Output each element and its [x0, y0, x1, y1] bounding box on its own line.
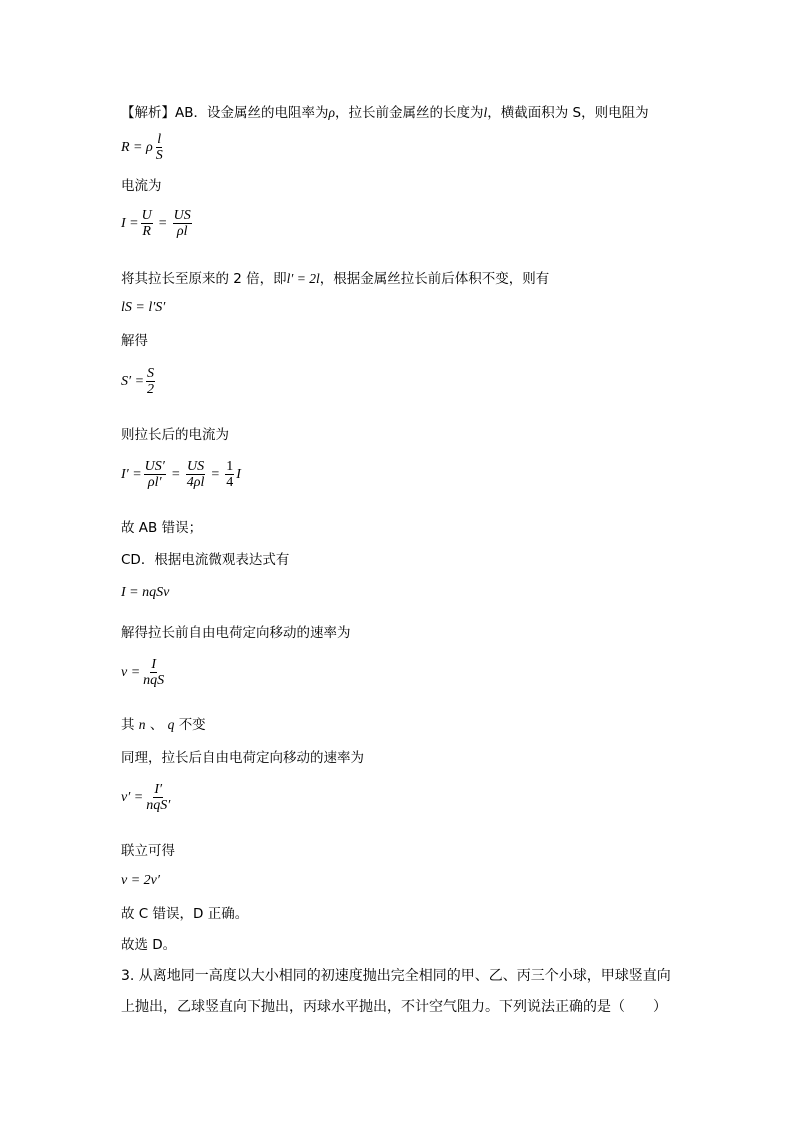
stretched-velocity-equation	[121, 782, 173, 813]
equals-sign: =	[211, 466, 220, 482]
separator: 、	[149, 717, 164, 733]
question-3-line-2: 上抛出，乙球竖直向下抛出，丙球水平抛出，不计空气阻力。下列说法正确的是（ ）	[121, 999, 667, 1015]
fraction	[173, 208, 192, 239]
constant-line	[121, 716, 206, 734]
text-segment: ，横截面积为 S，则电阻为	[487, 105, 649, 121]
numerator: US	[173, 208, 191, 223]
eq-lhs: v =	[121, 664, 141, 680]
numerator: U	[141, 208, 152, 223]
denominator: S	[155, 148, 163, 163]
numerator: 1	[226, 459, 234, 474]
numerator: US′	[144, 459, 165, 474]
numerator: I	[151, 657, 156, 672]
analysis-intro-line	[121, 104, 649, 122]
fraction	[141, 208, 153, 239]
text-line: 故 AB 错误；	[121, 520, 203, 536]
denominator: ρl	[176, 224, 188, 239]
text-line: 解得拉长前自由电荷定向移动的速率为	[121, 625, 351, 641]
fraction	[144, 459, 166, 490]
text-segment: ，根据金属丝拉长前后体积不变，则有	[319, 271, 550, 287]
micro-current-equation: I = nqSv	[121, 585, 170, 600]
text-line: 同理，拉长后自由电荷定向移动的速率为	[121, 750, 364, 766]
eq-lhs: S′ =	[121, 373, 145, 389]
velocity-relation-equation: v = 2v′	[121, 873, 160, 888]
denominator: 4ρl	[186, 475, 205, 490]
equals-sign: =	[158, 215, 167, 231]
eq-lhs: R = ρ	[121, 139, 153, 155]
denominator: ρl′	[147, 475, 162, 490]
question-3-line-1: 3. 从离地同一高度以大小相同的初速度抛出完全相同的甲、乙、丙三个小球，甲球竖直向	[121, 968, 671, 984]
area-equation	[121, 366, 157, 397]
eq-lhs: v′ =	[121, 789, 144, 805]
fraction	[142, 657, 165, 688]
text-line: 解得	[121, 333, 148, 349]
eq-tail: I	[236, 466, 241, 482]
numerator: US	[187, 459, 205, 474]
denominator: 4	[226, 475, 234, 490]
numerator: S	[147, 366, 155, 381]
fraction	[225, 459, 234, 490]
denominator: 2	[147, 382, 155, 397]
eq-lhs: I =	[121, 215, 139, 231]
volume-equation: lS = l′S′	[121, 300, 166, 315]
text-line: 故 C 错误，D 正确。	[121, 906, 249, 922]
n-symbol: n	[138, 717, 146, 732]
text-segment: 将其拉长至原来的 2 倍，即	[121, 271, 287, 287]
q-symbol: q	[167, 717, 175, 732]
text-line: 电流为	[121, 178, 162, 194]
eq-lhs: I′ =	[121, 466, 142, 482]
length-symbol: l	[483, 105, 488, 120]
current-equation	[121, 208, 194, 239]
text-line: 联立可得	[121, 843, 175, 859]
velocity-equation	[121, 657, 167, 688]
equals-sign: =	[171, 466, 180, 482]
text-line: 则拉长后的电流为	[121, 427, 229, 443]
text-segment: 不变	[178, 717, 206, 733]
text-segment: 【解析】AB．设金属丝的电阻率为	[121, 105, 329, 121]
numerator: l	[157, 132, 162, 147]
fraction	[145, 782, 171, 813]
inline-math: l′ = 2l	[286, 271, 320, 286]
text-line: CD．根据电流微观表达式有	[121, 552, 290, 568]
fraction	[146, 366, 155, 397]
stretched-current-equation	[121, 459, 241, 490]
stretch-line	[121, 270, 549, 288]
numerator: I′	[154, 782, 163, 797]
fraction	[155, 132, 164, 163]
fraction	[186, 459, 206, 490]
rho-symbol: ρ	[328, 105, 335, 120]
text-segment: ，拉长前金属丝的长度为	[334, 105, 484, 121]
denominator: nqS′	[146, 798, 171, 813]
denominator: R	[142, 224, 151, 239]
text-segment: 其	[121, 717, 135, 733]
denominator: nqS	[143, 673, 165, 688]
answer-line: 故选 D。	[121, 937, 177, 953]
resistance-equation	[121, 132, 166, 163]
